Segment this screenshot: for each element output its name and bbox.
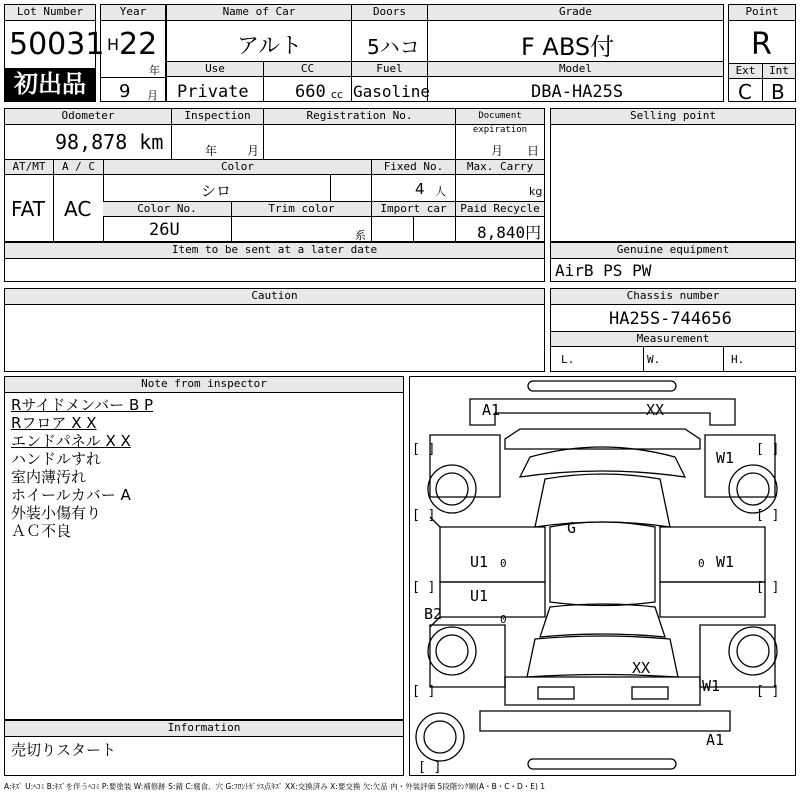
information-value: 売切りスタート: [11, 741, 117, 759]
year-unit: 年: [149, 64, 160, 77]
model-value: DBA-HA25S: [531, 82, 624, 102]
note-line: ＡＣ不良: [11, 522, 72, 540]
cc-unit: cc: [331, 88, 344, 101]
mark-w1-front-right: W1: [716, 449, 735, 467]
inspection-year-unit: 年: [205, 144, 218, 158]
first-listing-badge: 初出品: [5, 68, 95, 101]
lot-number-label: Lot Number: [5, 5, 95, 21]
month-value: 9: [119, 81, 131, 102]
fixed-no-label: Fixed No.: [371, 159, 455, 175]
max-carry-unit: kg: [529, 185, 543, 198]
model-label: Model: [427, 61, 723, 77]
damage-diagram: [409, 376, 796, 776]
inspector-notes-label: Note from inspector: [5, 377, 403, 393]
month-unit: 月: [147, 89, 158, 102]
paid-recycle-value: 8,840円: [477, 223, 542, 242]
inspector-notes-list: [11, 396, 153, 540]
measurement-w: W.: [647, 353, 661, 366]
bracket: [ ]: [412, 508, 436, 523]
later-date-label: Item to be sent at a later date: [5, 243, 544, 259]
lot-number-box: [4, 4, 105, 102]
cc-value: 660: [295, 82, 326, 102]
doc-day-unit: 日: [527, 144, 540, 158]
measurement-l: L.: [561, 353, 575, 366]
fuel-label: Fuel: [351, 61, 427, 77]
chassis-value: HA25S-744656: [609, 309, 732, 329]
int-value: B: [771, 80, 785, 104]
mark-w1-right-front: W1: [716, 553, 735, 571]
lot-number: 50031: [9, 27, 105, 62]
color-label: Color: [103, 159, 371, 175]
doors-label: Doors: [351, 5, 427, 21]
mark-w1-rear-right: W1: [702, 677, 721, 695]
use-value: Private: [177, 82, 249, 102]
grade-label: Grade: [427, 5, 723, 21]
color-no-value: 26U: [149, 220, 180, 240]
max-carry-label: Max. Carry: [455, 159, 544, 175]
legend: A:ｷｽﾞ U:ﾍｺﾐ B:ｷｽﾞを伴うﾍｺﾐ P:要塗装 W:補修跡 S:錆 C:腐食、穴 G:ﾌﾛﾝﾄｶﾞﾗｽ点ｷｽﾞ XX:交換済み X:要交換 欠:欠品 内・外装評価 5段階ﾗﾝｸ順(A・B・C・D・E) 1: [4, 782, 546, 791]
details-box: [4, 108, 545, 242]
information-label: Information: [5, 721, 403, 737]
mark-zero-right-front: 0: [698, 557, 705, 570]
note-line: エンドパネル X X: [11, 432, 131, 450]
cc-label: CC: [263, 61, 351, 77]
mark-u1-left-front: U1: [470, 553, 489, 571]
bracket: [ ]: [756, 508, 780, 523]
ac-label: A / C: [53, 159, 103, 175]
bracket: [ ]: [418, 760, 442, 775]
note-line: Rフロア X X: [11, 414, 97, 432]
genuine-equipment-value: AirB PS PW: [555, 261, 652, 280]
year-label: Year: [101, 5, 165, 21]
trim-color-label: Trim color: [231, 201, 371, 217]
note-line: ハンドルすれ: [11, 450, 102, 468]
fixed-no-unit: 人: [435, 185, 446, 198]
car-outline: [410, 377, 795, 775]
ac-value: AC: [64, 197, 92, 221]
ext-label: Ext: [729, 63, 762, 79]
bracket: [ ]: [412, 684, 436, 699]
color-no-label: Color No.: [103, 201, 231, 217]
import-car-label: Import car: [371, 201, 455, 217]
mark-xx-front: XX: [646, 401, 665, 419]
inspection-month-unit: 月: [247, 144, 260, 158]
selling-point-label: Selling point: [551, 109, 795, 125]
mark-a1-bottom: A1: [706, 731, 725, 749]
car-name-label: Name of Car: [167, 5, 351, 21]
measurement-h: H.: [731, 353, 745, 366]
atmt-label: AT/MT: [5, 159, 53, 175]
mark-u1-left-rear: U1: [470, 587, 489, 605]
note-line: 外装小傷有り: [11, 504, 102, 522]
fixed-no-value: 4: [415, 180, 425, 198]
inspector-notes-box: [4, 376, 404, 720]
doc-expiration-label: Document expiration: [455, 109, 544, 125]
grade-value: F ABS付: [521, 33, 615, 61]
chassis-label: Chassis number: [551, 289, 795, 305]
inspection-label: Inspection: [171, 109, 263, 125]
paid-recycle-label: Paid Recycle: [455, 201, 544, 217]
year-value: 22: [119, 27, 158, 62]
doc-month-unit: 月: [491, 144, 504, 158]
era: H: [107, 35, 120, 54]
measurement-label: Measurement: [551, 331, 795, 347]
registration-label: Registration No.: [263, 109, 455, 125]
chassis-box: [550, 288, 796, 372]
bracket: [ ]: [756, 580, 780, 595]
note-line: ホイールカバー A: [11, 486, 131, 504]
genuine-equipment-label: Genuine equipment: [551, 243, 795, 259]
atmt-value: FAT: [11, 197, 46, 221]
int-label: Int: [762, 63, 795, 79]
mark-g-roof: G: [567, 519, 577, 537]
bracket: [ ]: [756, 442, 780, 457]
selling-point-box: [550, 108, 796, 242]
odometer-label: Odometer: [5, 109, 171, 125]
note-line: 室内薄汚れ: [11, 468, 87, 486]
odometer-value: 98,878 km: [55, 130, 164, 154]
caution-label: Caution: [5, 289, 544, 305]
point-label: Point: [729, 5, 795, 21]
mark-zero-left-front: 0: [500, 557, 507, 570]
bracket: [ ]: [412, 442, 436, 457]
mark-zero-left-rear: 0: [500, 613, 507, 626]
note-line: Rサイドメンバー B P: [11, 396, 154, 414]
ext-value: C: [738, 80, 752, 104]
later-date-box: [4, 242, 545, 282]
doors-value: 5ハコ: [367, 35, 420, 59]
trim-unit: 系: [355, 229, 366, 242]
car-info-box: [166, 4, 724, 102]
mark-a1-top: A1: [482, 401, 501, 419]
bracket: [ ]: [756, 684, 780, 699]
color-value: シロ: [201, 182, 232, 200]
fuel-value: Gasoline: [353, 82, 431, 101]
year-box: [100, 4, 166, 102]
caution-box: [4, 288, 545, 372]
use-label: Use: [167, 61, 263, 77]
information-box: [4, 720, 404, 776]
point-value: R: [751, 27, 772, 62]
point-box: [728, 4, 796, 102]
car-name: アルト: [237, 34, 303, 59]
mark-xx-rear: XX: [632, 659, 651, 677]
bracket: [ ]: [412, 580, 436, 595]
genuine-equipment-box: [550, 242, 796, 282]
mark-b2-left: B2: [424, 605, 443, 623]
